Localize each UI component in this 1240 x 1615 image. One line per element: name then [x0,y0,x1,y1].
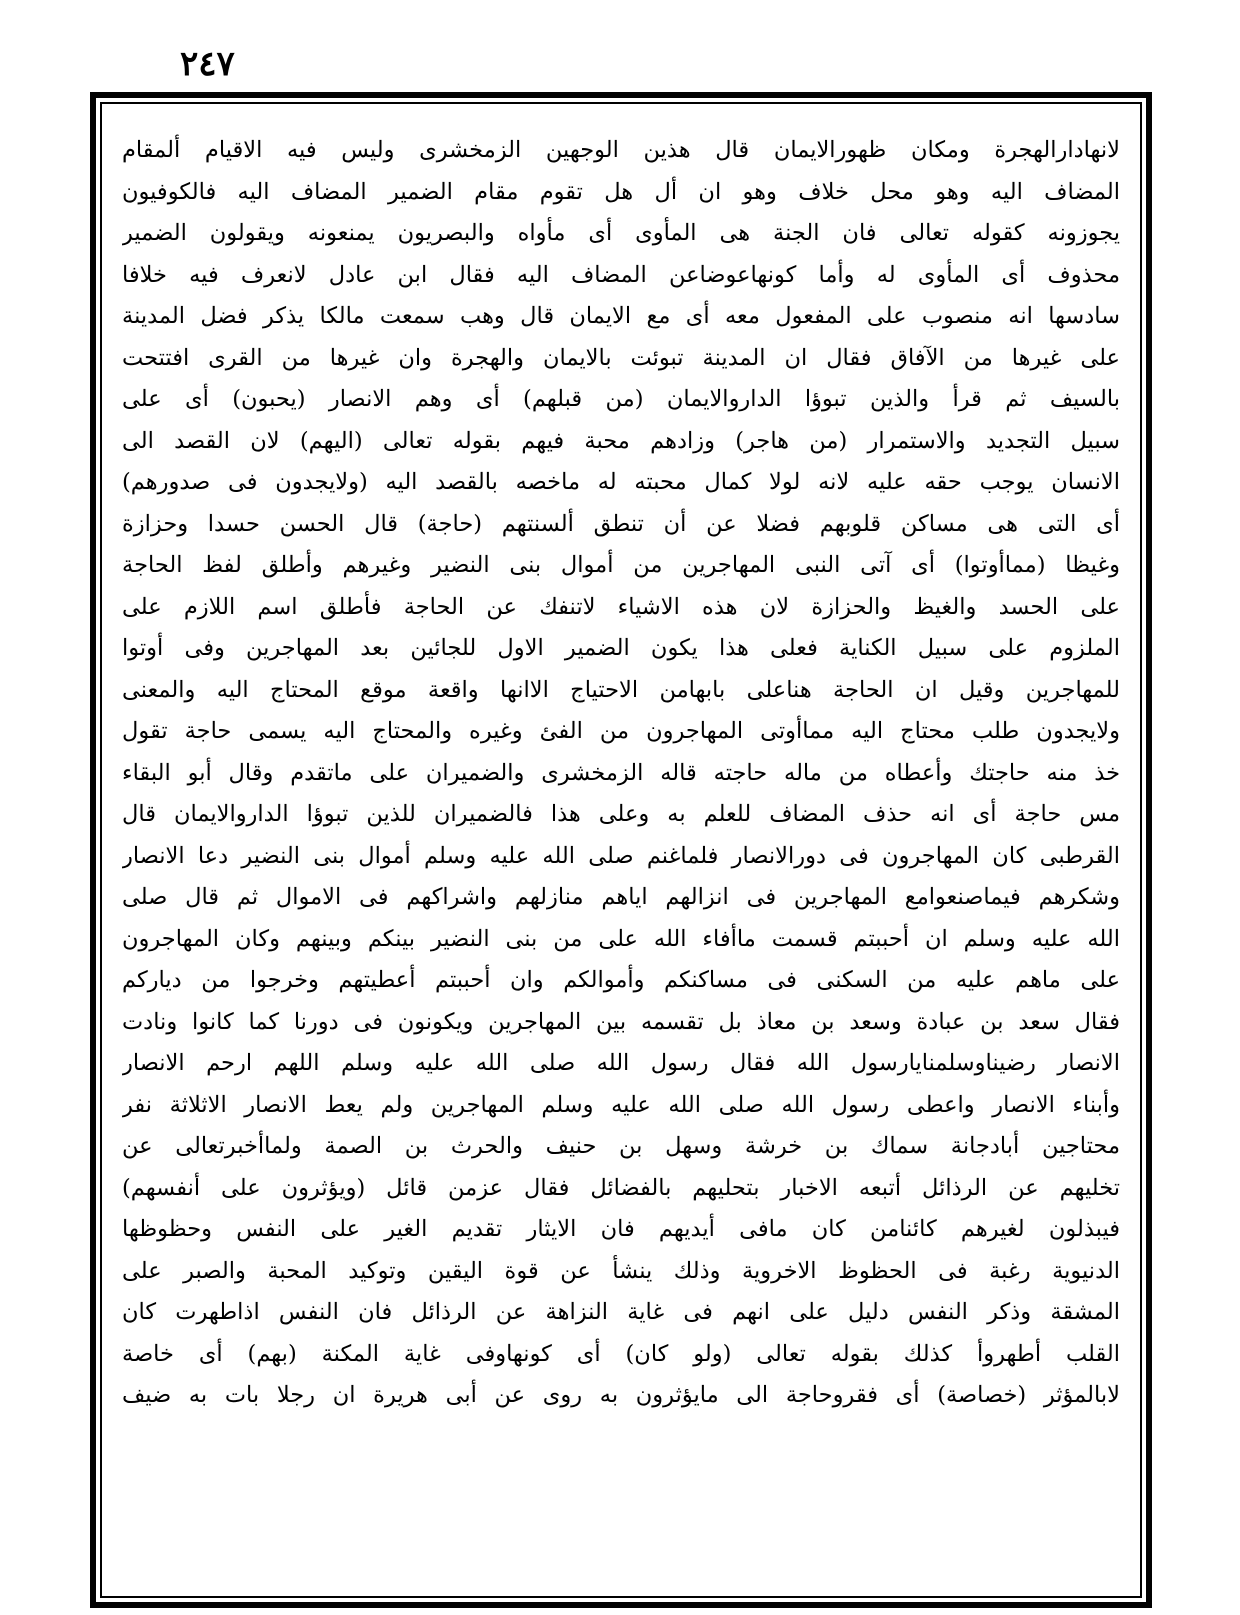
text-line: للمهاجرين وقيل ان الحاجة هناعلى بابهامن الاحتياج الاانها واقعة موقع المحتاج اليه والمعنى [122,676,1120,703]
text-line: سادسها انه منصوب على المفعول معه أى مع الايمان قال وهب سمعت مالكا يذكر فضل المدينة [122,303,1120,329]
text-line: محتاجين أبادجانة سماك بن خرشة وسهل بن حنيف والحرث بن الصمة ولماأخبرتعالى عن [122,1133,1120,1159]
page-number: ٢٤٧ [180,44,235,84]
text-line: ولايجدون طلب محتاج اليه مماأوتى المهاجرون من الفئ وغيره والمحتاج اليه يسمى حاجة تقول [122,718,1120,744]
text-line: خذ منه حاجتك وأعطاه من ماله حاجته قاله الزمخشرى والضميران على ماتقدم وقال أبو البقاء [122,759,1120,786]
text-line: الانصار رضيناوسلمنايارسول الله فقال رسول الله صلى الله عليه وسلم اللهم ارحم الانصار [122,1050,1120,1076]
text-line: محذوف أى المأوى له وأما كونهاعوضاعن المضاف اليه فقال ابن عادل لانعرف فيه خلافا [122,261,1120,288]
text-line: القلب أطهروأ كذلك بقوله تعالى (ولو كان) أى كونهاوفى غاية المكنة (بهم) أى خاصة [122,1340,1120,1367]
text-line: على غيرها من الآفاق فقال ان المدينة تبوئت بالايمان والهجرة وان غيرها من القرى افتتحت [122,344,1120,371]
text-line: على الحسد والغيظ والحزازة لان هذه الاشياء لاتنفك عن الحاجة فأطلق اسم اللازم على [122,593,1120,620]
text-line: القرطبى كان المهاجرون فى دورالانصار فلماغنم صلى الله عليه وسلم أموال بنى النضير دعا الانصار [122,842,1120,869]
text-line: أى التى هى مساكن قلوبهم فضلا عن أن تنطق ألسنتهم (حاجة) قال الحسن حسدا وحزازة [122,510,1120,537]
text-line: فيبذلون لغيرهم كائنامن كان مافى أيديهم فان الايثار تقديم الغير على النفس وحظوظها [122,1216,1120,1242]
body-text [122,130,1120,1588]
text-line: مس حاجة أى انه حذف المضاف للعلم به وعلى هذا فالضميران للذين تبوؤا الداروالايمان قال [122,801,1120,827]
text-line: وشكرهم فيماصنعوامع المهاجرين فى انزالهم اياهم منازلهم واشراكهم فى الاموال ثم قال صلى [122,884,1120,910]
text-line: بالسيف ثم قرأ والذين تبوؤا الداروالايمان (من قبلهم) أى وهم الانصار (يحبون) أى على [122,386,1120,412]
text-line: الله عليه وسلم ان أحببتم قسمت ماأفاء الله على من بنى النضير بينكم وبينهم وكان المهاجرون [122,925,1120,952]
text-line: على ماهم عليه من السكنى فى مساكنكم وأموالكم وان أحببتم أعطيتهم وخرجوا من دياركم [122,967,1120,993]
text-line: المضاف اليه وهو محل خلاف وهو ان أل هل تقوم مقام الضمير المضاف اليه فالكوفيون [122,178,1120,205]
text-line: تخليهم عن الرذائل أتبعه الاخبار بتحليهم بالفضائل فقال عزمن قائل (ويؤثرون على أنفسهم) [122,1174,1120,1201]
text-line: وأبناء الانصار واعطى رسول الله صلى الله عليه وسلم المهاجرين ولم يعط الانصار الاثلاثة نفر [122,1091,1120,1118]
text-line: وغيظا (مماأوتوا) أى آتى النبى المهاجرين من أموال بنى النضير وغيرهم وأطلق لفظ الحاجة [122,552,1120,578]
text-line: المشقة وذكر النفس دليل على انهم فى غاية النزاهة عن الرذائل فان النفس اذاطهرت كان [122,1299,1120,1325]
text-line: الانسان يوجب حقه عليه لانه لولا كمال محبته له ماخصه بالقصد اليه (ولايجدون فى صدورهم) [122,469,1120,495]
text-line: لانهادارالهجرة ومكان ظهورالايمان قال هذين الوجهين الزمخشرى وليس فيه الاقيام ألمقام [122,137,1120,163]
text-line: الدنيوية رغبة فى الحظوظ الاخروية وذلك ينشأ عن قوة اليقين وتوكيد المحبة والصبر على [122,1257,1120,1284]
text-line: لابالمؤثر (خصاصة) أى فقروحاجة الى مايؤثرون به روى عن أبى هريرة ان رجلا بات به ضيف [122,1382,1120,1408]
text-line: يجوزونه كقوله تعالى فان الجنة هى المأوى أى مأواه والبصريون يمنعونه ويقولون الضمير [122,220,1120,246]
text-line: الملزوم على سبيل الكناية فعلى هذا يكون الضمير الاول للجائين بعد المهاجرين وفى أوتوا [122,635,1120,661]
inner-border [100,102,1142,1598]
text-line: فقال سعد بن عبادة وسعد بن معاذ بل تقسمه بين المهاجرين ويكونون فى دورنا كما كانوا ونادت [122,1008,1120,1035]
page-border [90,92,1152,1608]
text-line: سبيل التجديد والاستمرار (من هاجر) وزادهم محبة فيهم بقوله تعالى (اليهم) لان القصد الى [122,427,1120,454]
